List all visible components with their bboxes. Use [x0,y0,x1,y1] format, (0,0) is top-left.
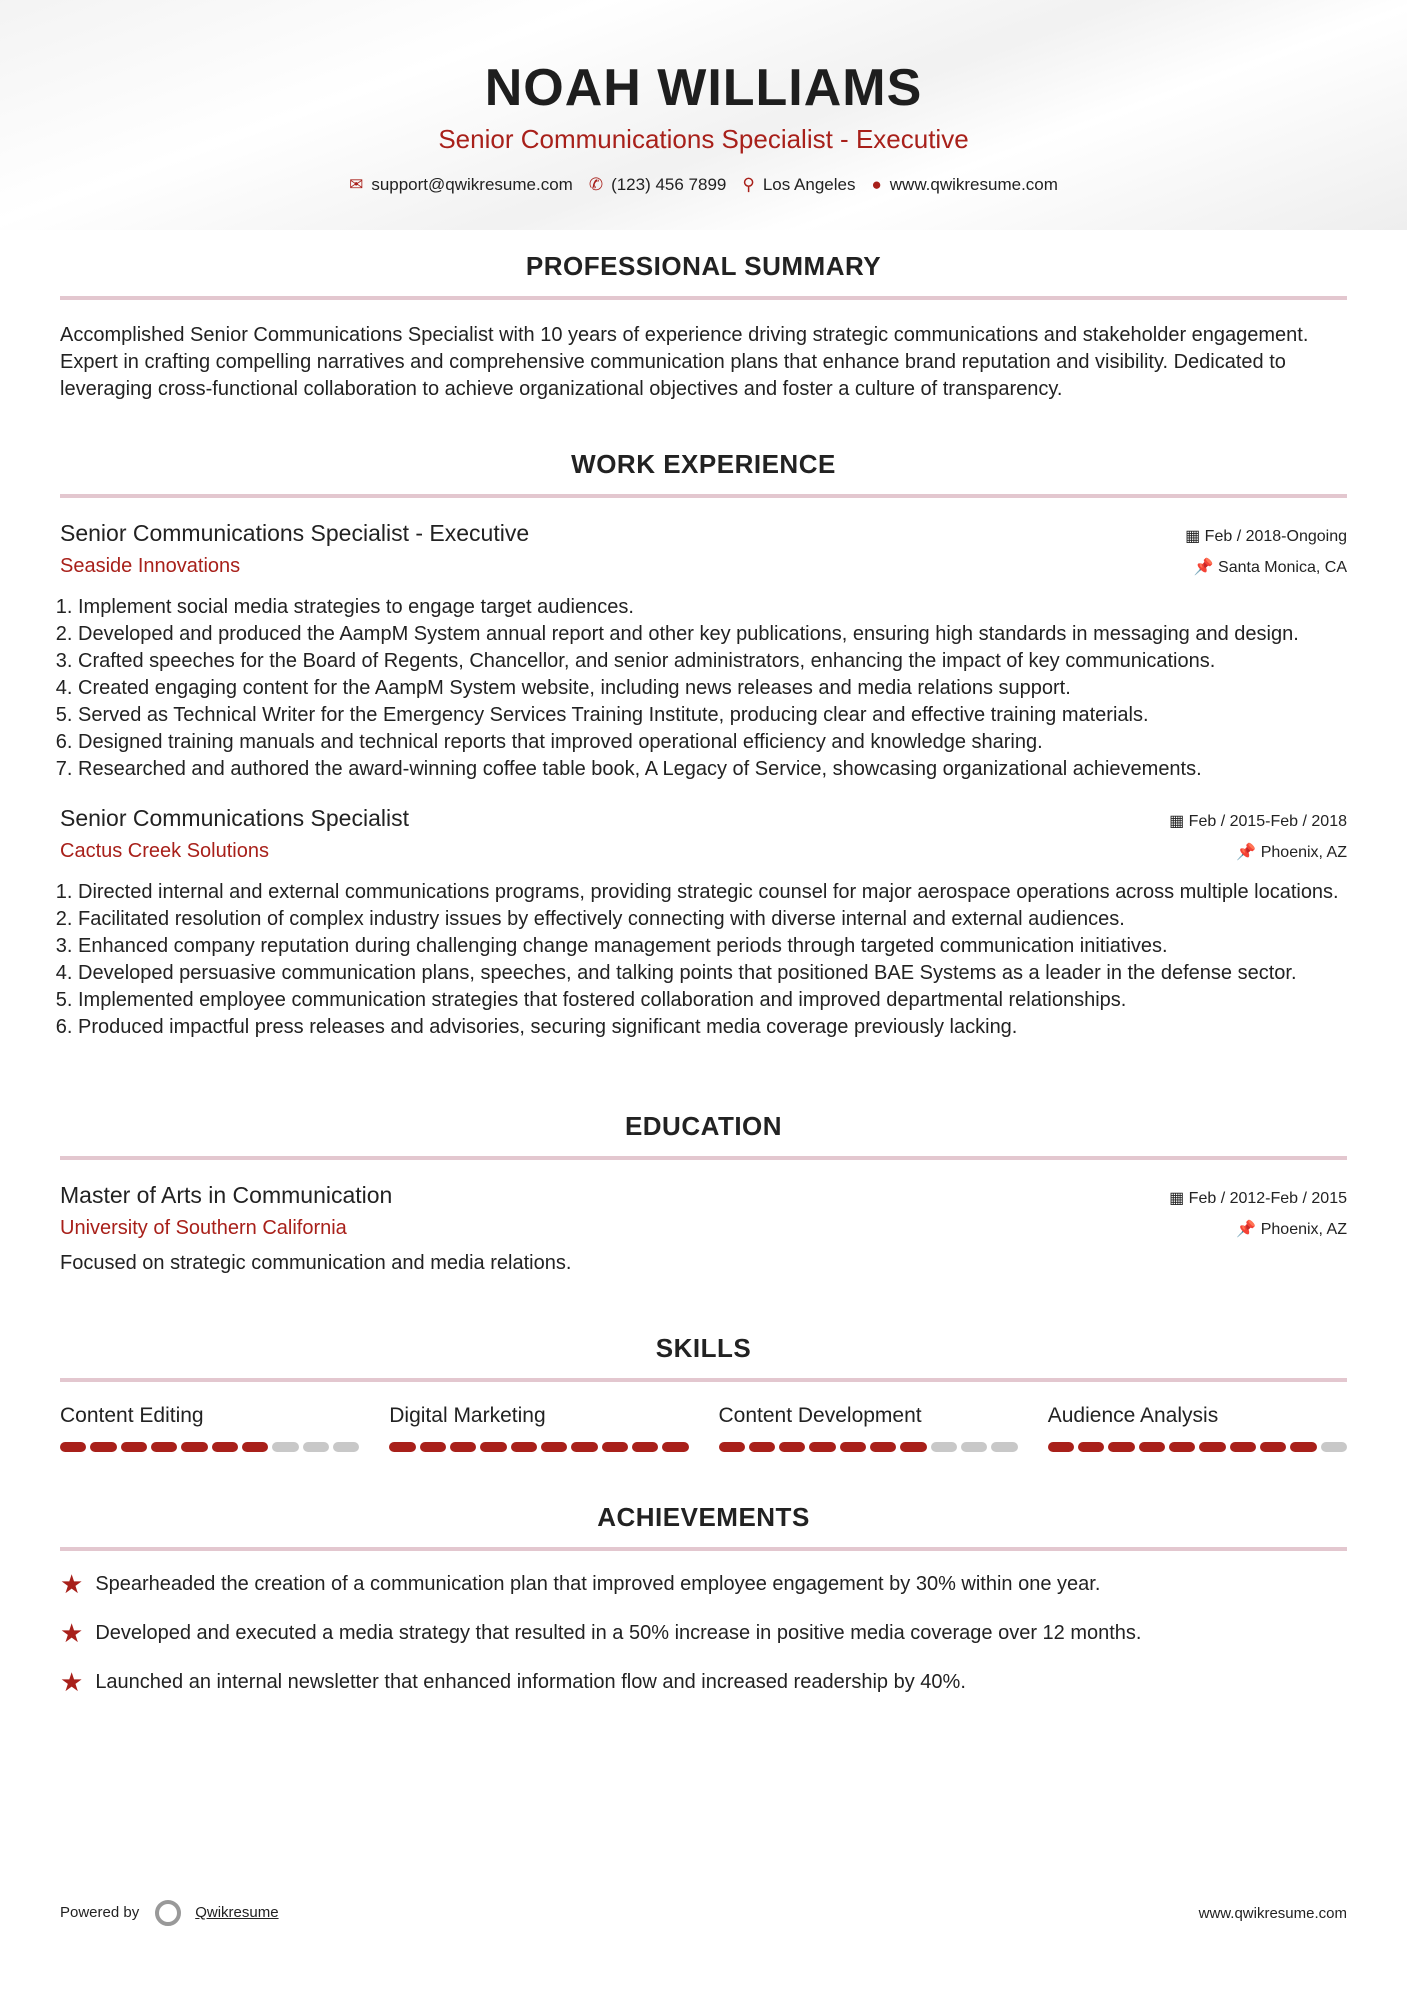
calendar-icon: ▦ [1169,813,1189,830]
pin-icon: 📌 [1236,844,1261,861]
skill-segment [1290,1442,1316,1452]
skill-name: Audience Analysis [1047,1404,1219,1427]
skill-segment [632,1442,658,1452]
education-text: Focused on strategic communication and media relations. [60,1252,572,1274]
skill-segment [450,1442,476,1452]
list-item: 1. Directed internal and external communications programs, providing strategic counsel for major aerospace operations across multiple locations. [78,879,1347,906]
skill-segment [121,1442,147,1452]
contact-bar [60,175,1347,195]
skill-segment [809,1442,835,1452]
pin-icon: 📌 [1236,1221,1261,1238]
job-location: Phoenix, AZ [1260,844,1347,861]
globe-icon: ● [871,175,882,194]
skill-segment [1199,1442,1225,1452]
section-heading-education: EDUCATION [60,1111,1347,1160]
skill [719,1404,1018,1452]
star-icon: ★ [60,1618,84,1648]
pin-icon: 📌 [1193,559,1219,576]
skill-segment [870,1442,896,1452]
job-dates: Feb / 2018-Ongoing [1204,528,1347,545]
skill-segment [480,1442,506,1452]
skill-segment [1108,1442,1134,1452]
company: Seaside Innovations [60,555,241,577]
section-heading-achievements: ACHIEVEMENTS [60,1502,1347,1551]
section-heading-summary: PROFESSIONAL SUMMARY [60,251,1347,300]
skill-name: Content Editing [60,1404,204,1427]
skill-segment [303,1442,329,1452]
footer [60,1900,1347,1926]
skill-segment [931,1442,957,1452]
achievement-item [60,1667,1347,1698]
star-icon: ★ [60,1667,84,1697]
skill-segment [420,1442,446,1452]
skill-segment [333,1442,359,1452]
education-entry [60,1182,1347,1277]
achievement-text: Developed and executed a media strategy that resulted in a 50% increase in positive media coverage over 12 months. [95,1622,1142,1644]
skill-segment [779,1442,805,1452]
skill-segment [151,1442,177,1452]
phone-icon: ✆ [588,175,604,194]
skill-level-bar [389,1442,688,1452]
website[interactable]: www.qwikresume.com [889,175,1058,194]
skill [1048,1404,1347,1452]
calendar-icon: ▦ [1169,1190,1189,1207]
footer-site[interactable]: www.qwikresume.com [1198,1904,1347,1922]
company: Cactus Creek Solutions [60,840,269,862]
list-item: 4. Developed persuasive communication plans, speeches, and talking points that positioned BAE Systems as a leader in the defense sector. [78,960,1347,987]
school: University of Southern California [60,1217,347,1239]
list-item: 6. Produced impactful press releases and advisories, securing significant media coverage previously lacking. [78,1014,1347,1041]
skill-segment [242,1442,268,1452]
location: Los Angeles [762,175,856,194]
powered-by: Powered by [60,1903,140,1921]
calendar-icon: ▦ [1185,528,1205,545]
job-title: Senior Communications Specialist - Executive [60,520,530,546]
list-item: 1. Implement social media strategies to engage target audiences. [78,594,1347,621]
skill-segment [212,1442,238,1452]
brand-link[interactable]: Qwikresume [195,1903,279,1921]
skill-segment [991,1442,1017,1452]
list-item: 5. Implemented employee communication strategies that fostered collaboration and improved departmental relationships. [78,987,1347,1014]
skill-segment [60,1442,86,1452]
skill-segment [1048,1442,1074,1452]
map-pin-icon: ⚲ [742,175,755,194]
achievement-item [60,1618,1347,1649]
achievement-text: Launched an internal newsletter that enhanced information flow and increased readership by 40%. [95,1671,966,1693]
section-heading-experience: WORK EXPERIENCE [60,449,1347,498]
list-item: 3. Enhanced company reputation during challenging change management periods through targeted communication initiatives. [78,933,1347,960]
list-item: 7. Researched and authored the award-winning coffee table book, A Legacy of Service, showcasing organizational achievements. [78,756,1347,783]
skill-segment [541,1442,567,1452]
skill-level-bar [719,1442,1018,1452]
education-location: Phoenix, AZ [1260,1221,1347,1238]
list-item: 6. Designed training manuals and technical reports that improved operational efficiency and knowledge sharing. [78,729,1347,756]
job-bullets [60,879,1347,1041]
skill-name: Digital Marketing [389,1404,546,1427]
skill-segment [662,1442,688,1452]
list-item: 3. Crafted speeches for the Board of Regents, Chancellor, and senior administrators, enhancing the impact of key communications. [78,648,1347,675]
skill [389,1404,688,1452]
achievement-item [60,1569,1347,1600]
job-bullets [60,594,1347,783]
achievement-text: Spearheaded the creation of a communication plan that improved employee engagement by 30% within one year. [95,1573,1101,1595]
skill-segment [1260,1442,1286,1452]
skill-segment [181,1442,207,1452]
skill-segment [90,1442,116,1452]
job-dates: Feb / 2015-Feb / 2018 [1188,813,1347,830]
job-entry [60,520,1347,783]
summary-text: Accomplished Senior Communications Specialist with 10 years of experience driving strategic communications and stakeholder engagement. Expert in crafting compelling narratives and comprehensive communication plans that enhance brand reputation and visibility. Dedicated to leveraging cross-functional collaboration to achieve organizational objectives and foster a culture of transparency. [60,324,1309,400]
skill-segment [602,1442,628,1452]
job-location: Santa Monica, CA [1218,559,1347,576]
list-item: 2. Developed and produced the AampM System annual report and other key publications, ensuring high standards in messaging and design. [78,621,1347,648]
envelope-icon: ✉ [349,175,364,194]
education-dates: Feb / 2012-Feb / 2015 [1188,1190,1347,1207]
skill-segment [1139,1442,1165,1452]
skill-name: Content Development [718,1404,922,1427]
candidate-name: NOAH WILLIAMS [484,59,923,117]
list-item: 5. Served as Technical Writer for the Emergency Services Training Institute, producing clear and effective training materials. [78,702,1347,729]
skill-segment [1078,1442,1104,1452]
star-icon: ★ [60,1569,84,1599]
phone: (123) 456 7899 [611,175,727,194]
job-entry [60,805,1347,1041]
skill-segment [511,1442,537,1452]
list-item: 2. Facilitated resolution of complex industry issues by effectively connecting with diverse internal and external audiences. [78,906,1347,933]
skill-segment [961,1442,987,1452]
skill-segment [900,1442,926,1452]
list-item: 4. Created engaging content for the AampM System website, including news releases and media relations support. [78,675,1347,702]
skill [60,1404,359,1452]
section-heading-skills: SKILLS [60,1333,1347,1382]
degree: Master of Arts in Communication [60,1182,393,1208]
skill-segment [571,1442,597,1452]
skill-segment [840,1442,866,1452]
candidate-title: Senior Communications Specialist - Executive [438,124,969,154]
skill-level-bar [60,1442,359,1452]
qwikresume-logo [155,1900,181,1926]
email[interactable]: support@qwikresume.com [371,175,573,194]
skill-segment [1321,1442,1347,1452]
skill-segment [719,1442,745,1452]
skill-segment [389,1442,415,1452]
skill-segment [1169,1442,1195,1452]
skill-level-bar [1048,1442,1347,1452]
skill-segment [749,1442,775,1452]
skill-segment [272,1442,298,1452]
skill-segment [1230,1442,1256,1452]
job-title: Senior Communications Specialist [60,805,409,831]
